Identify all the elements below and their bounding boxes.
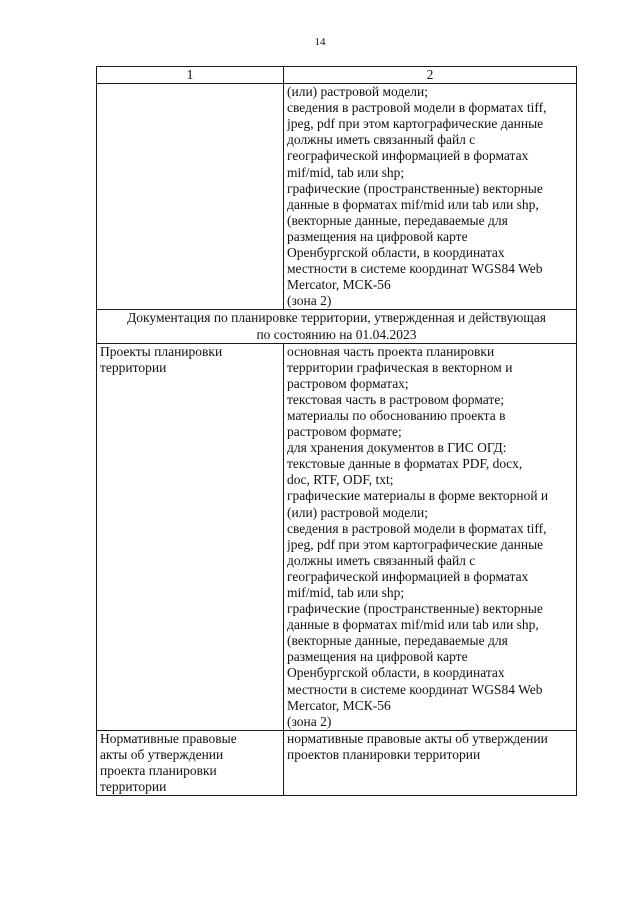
text-line: Оренбургской области, в координатах [287, 665, 505, 681]
text-line: географической информацией в форматах [287, 148, 529, 164]
text-line: Документация по планировке территории, утвержденная и действующая [127, 310, 546, 326]
section-row [97, 310, 577, 343]
table-row [97, 84, 577, 310]
row1-col1-cell [97, 84, 284, 310]
text-line: Оренбургской области, в координатах [287, 245, 505, 261]
column-header-2: 2 [284, 67, 577, 84]
table-row [97, 730, 577, 795]
row3-col1-cell [97, 730, 284, 795]
text-line: текстовая часть в растровом формате; [287, 391, 505, 407]
row1-col2-cell [284, 84, 577, 310]
text-line: Mercator, МСК-56 [287, 277, 391, 293]
row2-col2-cell [284, 343, 577, 730]
text-line: местности в системе координат WGS84 Web [287, 681, 543, 697]
text-line: материалы по обоснованию проекта в [287, 407, 506, 423]
text-line: размещения на цифровой карте [287, 228, 468, 244]
text-line: (или) растровой модели; [287, 504, 428, 520]
text-line: территории [100, 779, 167, 795]
text-line: местности в системе координат WGS84 Web [287, 261, 543, 277]
text-line: (векторные данные, передаваемые для [287, 633, 508, 649]
row3-col2-cell [284, 730, 577, 795]
document-table [96, 66, 577, 796]
text-line: mif/mid, tab или shp; [287, 164, 405, 180]
text-line: (зона 2) [287, 713, 332, 729]
text-line: Нормативные правовые [100, 730, 237, 746]
text-line: нормативные правовые акты об утверждении [287, 730, 548, 746]
table-header-row [97, 67, 577, 84]
page-number: 14 [314, 36, 326, 48]
row2-col1-cell [97, 343, 284, 730]
section-title [97, 310, 577, 343]
text-line: должны иметь связанный файл с [287, 552, 476, 568]
text-line: Проекты планировки [100, 343, 223, 359]
text-line: проекта планировки [100, 763, 217, 779]
text-line: графические (пространственные) векторные [287, 180, 543, 196]
text-line: jpeg, pdf при этом картографические данные [287, 116, 544, 132]
text-line: размещения на цифровой карте [287, 649, 468, 665]
text-line: сведения в растровой модели в форматах tiff, [287, 520, 547, 536]
text-line: акты об утверждении [100, 746, 224, 762]
text-line: doc, RTF, ODF, txt; [287, 472, 394, 488]
text-line: проектов планировки территории [287, 746, 481, 762]
text-line: территории графическая в векторном и [287, 359, 513, 375]
text-line: данные в форматах mif/mid или tab или shp, [287, 196, 539, 212]
text-line: основная часть проекта планировки [287, 343, 495, 359]
text-line: mif/mid, tab или shp; [287, 585, 405, 600]
text-line: (векторные данные, передаваемые для [287, 212, 508, 228]
text-line: сведения в растровой модели в форматах tiff, [287, 100, 547, 116]
text-line: Mercator, МСК-56 [287, 697, 391, 713]
table-row [97, 343, 577, 730]
column-header-1: 1 [97, 67, 284, 84]
text-line: графические материалы в форме векторной и [287, 488, 549, 504]
text-line: jpeg, pdf при этом картографические данные [287, 536, 544, 552]
text-line: растровом формате; [287, 424, 402, 440]
text-line: географической информацией в форматах [287, 568, 529, 584]
text-line: по состоянию на 01.04.2023 [256, 326, 417, 342]
text-line: территории [100, 359, 167, 375]
text-line: (зона 2) [287, 293, 332, 309]
text-line: должны иметь связанный файл с [287, 132, 476, 148]
text-line: для хранения документов в ГИС ОГД: [287, 440, 507, 456]
text-line: (или) растровой модели; [287, 84, 428, 100]
text-line: растровом форматах; [287, 375, 409, 391]
text-line: текстовые данные в форматах PDF, docx, [287, 456, 523, 472]
text-line: данные в форматах mif/mid или tab или shp, [287, 617, 539, 633]
text-line: графические (пространственные) векторные [287, 601, 543, 617]
